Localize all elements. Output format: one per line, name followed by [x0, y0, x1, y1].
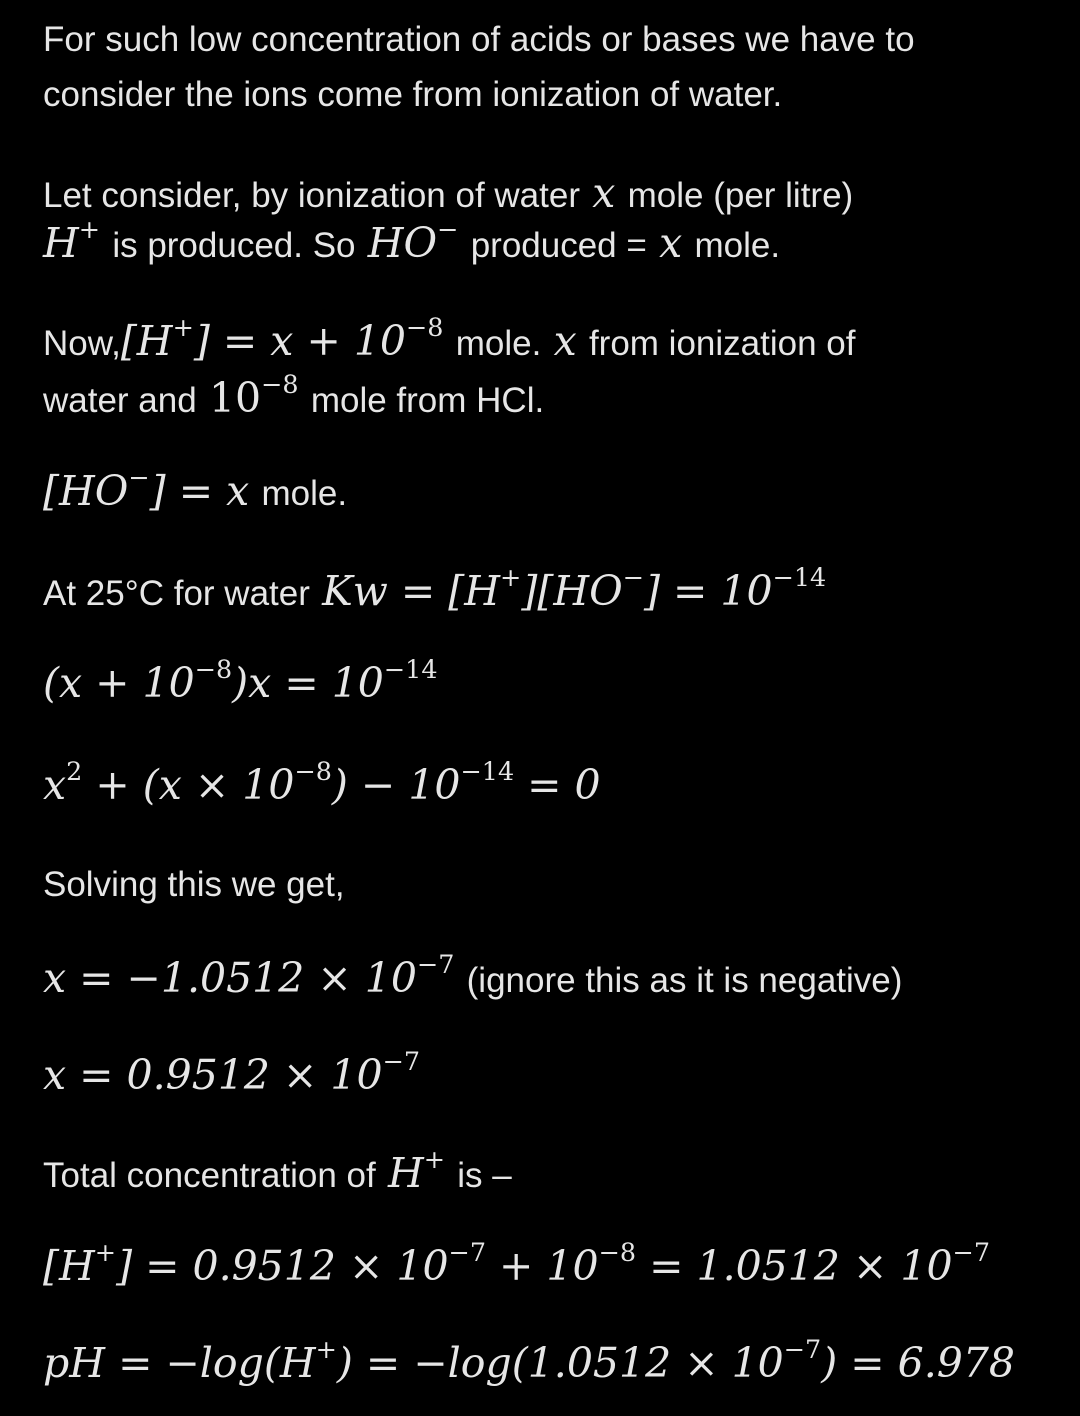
h-concentration-line-1 [43, 311, 856, 365]
from-ionization-text: from ionization of [588, 324, 856, 363]
h-concentration-equation: $[H^+] = x + 10^{-8}$ [120, 311, 444, 365]
hydroxide-ion: HO− [367, 213, 459, 267]
equation-quadratic: $x^2 + (x \times 10^{-8}) - 10^{-14} = 0$ [43, 755, 601, 809]
negative-root-equation: $x = -1.0512 \times 10^{-7}$ [43, 948, 455, 1002]
assumption-line-1 [43, 170, 853, 217]
variable-x: x [592, 169, 616, 217]
variable-x: x [659, 219, 683, 267]
intro-line-1: For such low concentration of acids or bases we have to [43, 20, 915, 59]
water-and-text: water and [43, 381, 197, 420]
total-h-equation: $[H^+] = 0.9512 \times 10^{-7} + 10^{-8} = 1.0512 \times 10^{-7}$ [43, 1236, 990, 1290]
assumption-line-2 [43, 213, 781, 267]
hydroxide-concentration-line [43, 461, 348, 515]
kw-intro-text: At 25°C for water [43, 574, 310, 613]
assumption-text-5: mole. [694, 226, 781, 265]
h-concentration-line-2 [43, 368, 545, 422]
assumption-text-2: mole (per litre) [627, 176, 854, 215]
now-text: Now, [43, 324, 121, 363]
kw-equation: $Kw = [H^+][HO^-] = 10^{-14}$ [322, 561, 827, 615]
intro-line-2: consider the ions come from ionization of water. [43, 75, 783, 114]
ignore-note: (ignore this as it is negative) [466, 961, 903, 1000]
mole-from-hcl-text: mole from HCl. [310, 381, 545, 420]
hydroxide-equation: [HO−] = x [43, 461, 250, 515]
kw-line [43, 561, 827, 615]
total-concentration-line [43, 1143, 512, 1197]
solving-text: Solving this we get, [43, 865, 345, 904]
mole-text: mole. [455, 324, 542, 363]
hydrogen-ion: H+ [387, 1143, 446, 1197]
positive-root-equation: $x = 0.9512 \times 10^{-7}$ [43, 1045, 421, 1099]
equation-product: $(x + 10^{-8})x = 10^{-14}$ [43, 653, 438, 707]
total-concentration-text: Total concentration of [43, 1156, 376, 1195]
assumption-text: Let consider, by ionization of water [43, 176, 580, 215]
assumption-text-3: is produced. So [112, 226, 356, 265]
mole-text: mole. [261, 474, 348, 513]
ph-equation: pH = $-\log(H^+) = -\log(1.0512 \times 10^{-7}) = 6.978$ [43, 1333, 1016, 1387]
is-text: is – [457, 1156, 512, 1195]
hydrogen-ion: H+ [43, 213, 101, 267]
assumption-text-4: produced = [470, 226, 647, 265]
negative-root-line [43, 948, 903, 1002]
ten-power: $10^{-8}$ [208, 368, 299, 422]
variable-x: x [553, 317, 577, 365]
